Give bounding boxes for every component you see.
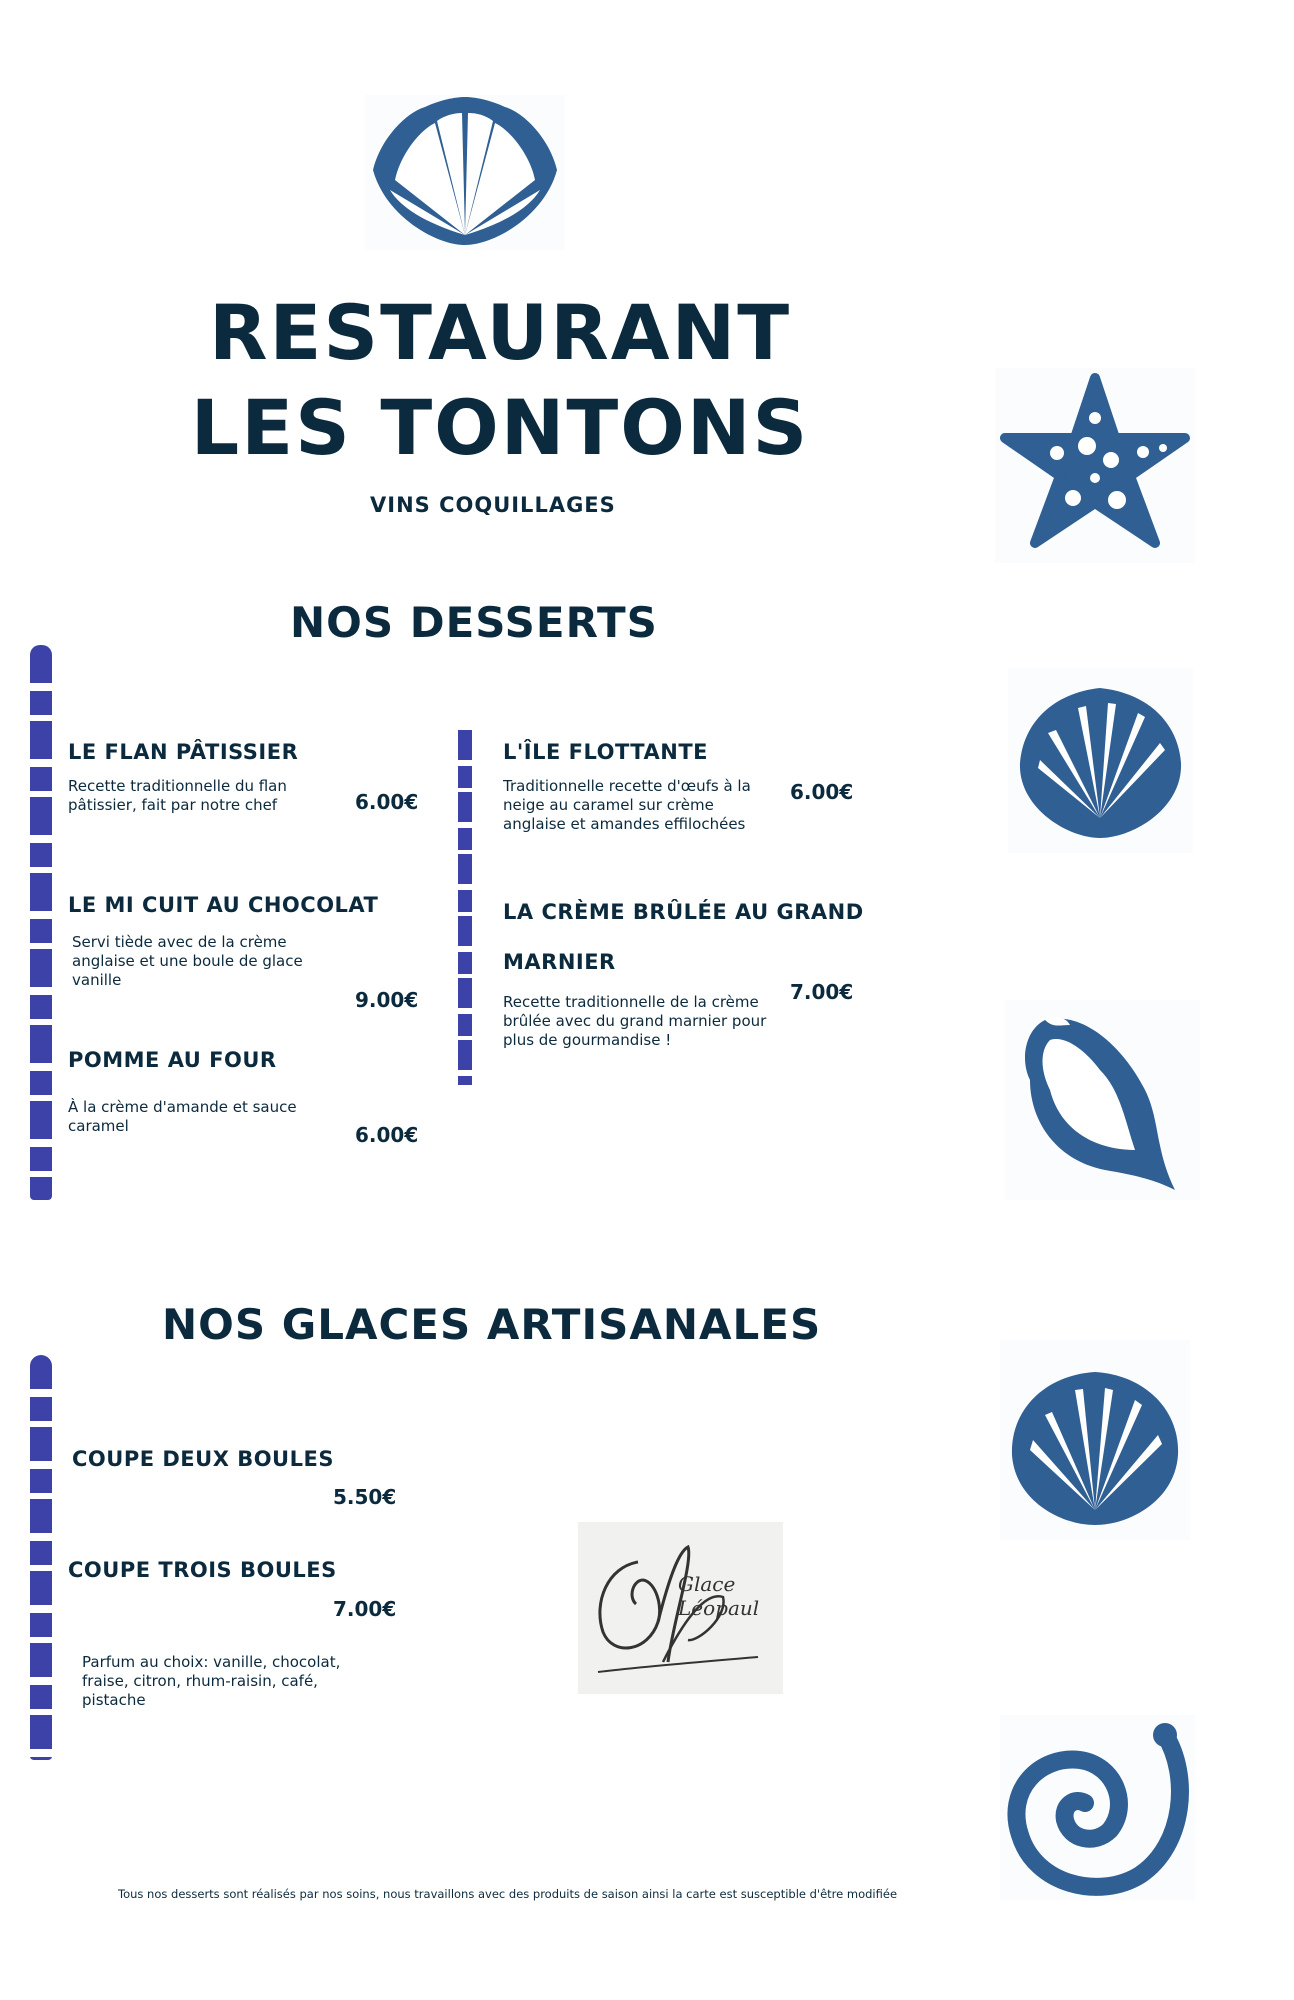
glace-flavors: Parfum au choix: vanille, chocolat, fraise, citron, rhum-raisin, café, pistache [82, 1653, 341, 1709]
dessert-name-continued: MARNIER [503, 950, 616, 974]
dessert-description: Servi tiède avec de la crème anglaise et une boule de glace vanille [72, 933, 303, 989]
decorative-pattern-left [30, 645, 52, 1200]
glaces-section-title: NOS GLACES ARTISANALES [162, 1300, 822, 1349]
glace-name: COUPE DEUX BOULES [72, 1447, 334, 1471]
conch-shell-icon [1005, 1000, 1200, 1200]
glace-leopaul-logo [578, 1522, 783, 1694]
scallop-shell-icon [1000, 1340, 1190, 1540]
dessert-name: L'ÎLE FLOTTANTE [503, 740, 708, 764]
restaurant-name-line1: RESTAURANT [208, 288, 792, 377]
desserts-section-title: NOS DESSERTS [290, 598, 658, 647]
dessert-price: 7.00€ [790, 980, 854, 1004]
restaurant-subtitle: VINS COQUILLAGES [370, 493, 616, 517]
dessert-description: Traditionnelle recette d'œufs à la neige au caramel sur crème anglaise et amandes effilochées [503, 777, 751, 833]
decorative-pattern-middle [458, 730, 472, 1085]
decorative-pattern-left-2 [30, 1355, 52, 1760]
scallop-shell-icon [365, 95, 565, 250]
dessert-description: À la crème d'amande et sauce caramel [68, 1098, 297, 1135]
glace-price: 5.50€ [333, 1485, 397, 1509]
scallop-shell-icon [1008, 668, 1193, 853]
restaurant-name-line2: LES TONTONS [190, 383, 810, 472]
nautilus-shell-icon [1000, 1715, 1195, 1900]
dessert-name: LA CRÈME BRÛLÉE AU GRAND [503, 900, 864, 924]
dessert-price: 6.00€ [790, 780, 854, 804]
dessert-price: 9.00€ [355, 988, 419, 1012]
starfish-icon [995, 368, 1195, 563]
dessert-price: 6.00€ [355, 790, 419, 814]
dessert-name: LE FLAN PÂTISSIER [68, 740, 299, 764]
glace-leopaul-text: Glace Léopaul [678, 1572, 760, 1620]
dessert-description: Recette traditionnelle du flan pâtissier, fait par notre chef [68, 777, 287, 814]
dessert-name: LE MI CUIT AU CHOCOLAT [68, 893, 379, 917]
dessert-price: 6.00€ [355, 1123, 419, 1147]
dessert-name: POMME AU FOUR [68, 1048, 277, 1072]
dessert-description: Recette traditionnelle de la crème brûlée avec du grand marnier pour plus de gourmandise ! [503, 993, 767, 1049]
glace-name: COUPE TROIS BOULES [68, 1558, 337, 1582]
glace-price: 7.00€ [333, 1597, 397, 1621]
footer-note: Tous nos desserts sont réalisés par nos soins, nous travaillons avec des produits de saison ainsi la carte est susceptible d'être modifiée [118, 1887, 898, 1901]
